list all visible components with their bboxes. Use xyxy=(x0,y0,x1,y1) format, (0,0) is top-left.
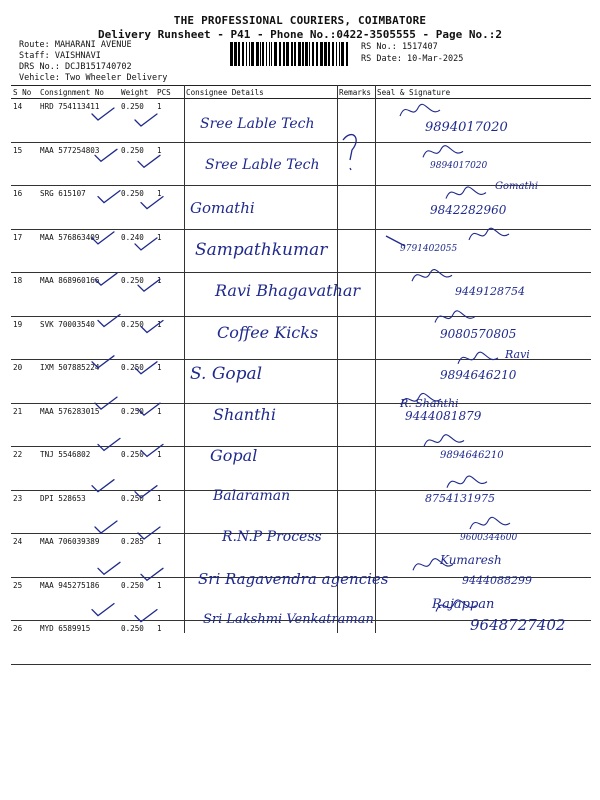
row-consignment: MAA 576863409 xyxy=(38,229,119,273)
check-mark-icon xyxy=(98,562,120,574)
handwritten-consignee: Balaraman xyxy=(213,487,291,504)
signature-scribble xyxy=(423,146,463,158)
row-weight: 0.250 xyxy=(119,403,155,447)
col-signature: Seal & Signature xyxy=(375,86,591,99)
handwritten-signature-phone: 9842282960 xyxy=(430,202,507,217)
handwritten-signature-phone: 9444088299 xyxy=(462,574,532,588)
vehicle-label: Vehicle: Two Wheeler Delivery xyxy=(19,73,168,83)
check-mark-icon xyxy=(92,604,114,616)
row-consignment: HRD 754113411 xyxy=(38,99,119,143)
row-pcs: 1 xyxy=(155,99,184,143)
signature-scribble xyxy=(458,352,498,364)
check-mark-icon xyxy=(135,362,157,374)
row-sno: 26 xyxy=(11,621,38,665)
handwritten-signature-phone: 9080570805 xyxy=(440,326,517,341)
handwritten-receiver-name: Gomathi xyxy=(495,181,539,192)
check-mark-icon xyxy=(138,527,160,539)
row-pcs: 1 xyxy=(155,577,184,621)
row-pcs: 1 xyxy=(155,490,184,534)
signature-scribble xyxy=(446,187,486,199)
row-sno: 18 xyxy=(11,273,38,317)
check-mark-icon xyxy=(135,486,157,498)
row-weight: 0.250 xyxy=(119,316,155,360)
handwritten-consignee: R.N.P Process xyxy=(222,529,322,545)
check-mark-icon xyxy=(95,397,117,409)
row-weight: 0.285 xyxy=(119,534,155,578)
check-mark-icon xyxy=(98,315,120,327)
row-sno: 14 xyxy=(11,99,38,143)
row-consignment: MAA 945275186 xyxy=(38,577,119,621)
row-sno: 21 xyxy=(11,403,38,447)
row-pcs: 1 xyxy=(155,621,184,665)
handwritten-consignee: Coffee Kicks xyxy=(217,322,319,342)
check-mark-icon xyxy=(135,114,157,126)
handwritten-consignee: Shanthi xyxy=(213,405,276,425)
row-weight: 0.250 xyxy=(119,490,155,534)
row-sno: 19 xyxy=(11,316,38,360)
check-mark-icon xyxy=(92,356,114,368)
handwritten-signature-phone: 9600344600 xyxy=(460,533,518,543)
signature-scribble xyxy=(436,600,476,612)
col-pcs: PCS xyxy=(155,86,184,99)
row-weight: 0.250 xyxy=(119,621,155,665)
check-mark-icon xyxy=(135,238,157,250)
signature-scribble xyxy=(400,104,440,116)
row-sno: 17 xyxy=(11,229,38,273)
staff-label: Staff: VAISHNAVI xyxy=(19,51,101,61)
handwritten-consignee: Sree Lable Tech xyxy=(205,157,320,174)
row-consignment: DPI 528653 xyxy=(38,490,119,534)
row-consignment: MAA 706039389 xyxy=(38,534,119,578)
handwritten-consignee: Sri Lakshmi Venkatraman xyxy=(203,611,374,627)
check-mark-icon xyxy=(95,149,117,161)
check-mark-icon xyxy=(141,321,163,333)
signature-scribble xyxy=(435,311,475,323)
check-mark-icon xyxy=(95,273,117,285)
row-sno: 23 xyxy=(11,490,38,534)
runsheet-subtitle: Delivery Runsheet - P41 - Phone No.:0422-3505555 - Page No.:2 xyxy=(98,28,502,41)
check-mark-icon xyxy=(98,191,120,203)
row-pcs: 1 xyxy=(155,360,184,404)
handwritten-receiver-name: R. Shanthi xyxy=(400,397,459,410)
handwritten-signature-phone: 9894017020 xyxy=(425,120,508,135)
handwritten-signature-phone: 9894017020 xyxy=(430,161,488,172)
check-mark-icon xyxy=(92,232,114,244)
row-weight: 0.250 xyxy=(119,142,155,186)
check-mark-icon xyxy=(141,568,163,580)
signature-scribble xyxy=(470,517,510,529)
company-title: THE PROFESSIONAL COURIERS, COIMBATORE xyxy=(173,14,427,27)
signature-scribble xyxy=(412,270,452,282)
handwritten-consignee: S. Gopal xyxy=(190,363,263,384)
row-weight: 0.250 xyxy=(119,447,155,491)
row-pcs: 1 xyxy=(155,447,184,491)
row-weight: 0.250 xyxy=(119,273,155,317)
row-sno: 25 xyxy=(11,577,38,621)
signature-scribble xyxy=(424,435,464,447)
handwritten-receiver-name: Kumaresh xyxy=(440,553,502,567)
col-sno: S No xyxy=(11,86,38,99)
row-consignment: MAA 577254803 xyxy=(38,142,119,186)
row-weight: 0.240 xyxy=(119,229,155,273)
handwritten-consignee: Ravi Bhagavathar xyxy=(215,281,361,301)
row-consignment: MYD 6589915 xyxy=(38,621,119,665)
handwritten-signature-phone: 9791402055 xyxy=(400,243,458,254)
pen-stroke xyxy=(386,236,405,246)
handwritten-consignee: Sree Lable Tech xyxy=(200,116,315,132)
row-consignment: TNJ 5546802 xyxy=(38,447,119,491)
route-label: Route: MAHARANI AVENUE xyxy=(19,40,132,50)
row-pcs: 1 xyxy=(155,534,184,578)
col-weight: Weight xyxy=(119,86,155,99)
handwritten-signature-phone: 9449128754 xyxy=(455,285,525,299)
handwritten-consignee: Sampathkumar xyxy=(195,239,328,260)
row-pcs: 1 xyxy=(155,229,184,273)
row-consignment: SVK 70003540 xyxy=(38,316,119,360)
row-consignment: MAA 576283015 xyxy=(38,403,119,447)
signature-scribble xyxy=(413,559,453,571)
handwritten-consignee: Gopal xyxy=(210,446,258,466)
handwritten-receiver-name: Rajappan xyxy=(432,597,495,612)
rs-number: RS No.: 1517407 xyxy=(361,42,438,52)
handwritten-signature-phone: 9444081879 xyxy=(405,409,482,424)
check-mark-icon xyxy=(138,155,160,167)
handwritten-consignee: Gomathi xyxy=(190,198,255,217)
handwritten-signature-phone: 8754131975 xyxy=(425,491,495,505)
rs-date: RS Date: 10-Mar-2025 xyxy=(361,54,464,64)
check-mark-icon xyxy=(138,279,160,291)
handwritten-consignee: Sri Ragavendra agencies xyxy=(198,570,389,589)
check-mark-icon xyxy=(135,610,157,622)
row-pcs: 1 xyxy=(155,316,184,360)
handwritten-signature-phone: 9648727402 xyxy=(470,615,566,634)
drs-number: DRS No.: DCJB151740702 xyxy=(19,62,132,72)
handwritten-receiver-name: Ravi xyxy=(505,348,530,361)
col-remarks: Remarks xyxy=(337,86,375,99)
check-mark-icon xyxy=(141,197,163,209)
row-sno: 22 xyxy=(11,447,38,491)
check-mark-icon xyxy=(141,444,163,456)
row-weight: 0.250 xyxy=(119,186,155,230)
row-pcs: 1 xyxy=(155,273,184,317)
row-weight: 0.250 xyxy=(119,577,155,621)
row-weight: 0.250 xyxy=(119,99,155,143)
signature-scribble xyxy=(401,393,441,405)
row-sno: 16 xyxy=(11,186,38,230)
row-sno: 20 xyxy=(11,360,38,404)
row-consignment: MAA 868960166 xyxy=(38,273,119,317)
check-mark-icon xyxy=(98,438,120,450)
row-sno: 24 xyxy=(11,534,38,578)
handwritten-signature-phone: 9894646210 xyxy=(440,450,504,462)
check-mark-icon xyxy=(92,108,114,120)
question-mark-icon xyxy=(343,135,356,170)
signature-scribble xyxy=(447,476,487,488)
row-consignment: SRG 615107 xyxy=(38,186,119,230)
check-mark-icon xyxy=(95,521,117,533)
check-mark-icon xyxy=(138,403,160,415)
row-weight: 0.250 xyxy=(119,360,155,404)
row-sno: 15 xyxy=(11,142,38,186)
handwritten-signature-phone: 9894646210 xyxy=(440,367,517,382)
row-consignment: IXM 507885224 xyxy=(38,360,119,404)
col-consignment: Consignment No xyxy=(38,86,119,99)
row-pcs: 1 xyxy=(155,403,184,447)
check-mark-icon xyxy=(92,480,114,492)
signature-scribble xyxy=(469,228,509,240)
col-consignee: Consignee Details xyxy=(184,86,337,99)
row-pcs: 1 xyxy=(155,142,184,186)
row-pcs: 1 xyxy=(155,186,184,230)
